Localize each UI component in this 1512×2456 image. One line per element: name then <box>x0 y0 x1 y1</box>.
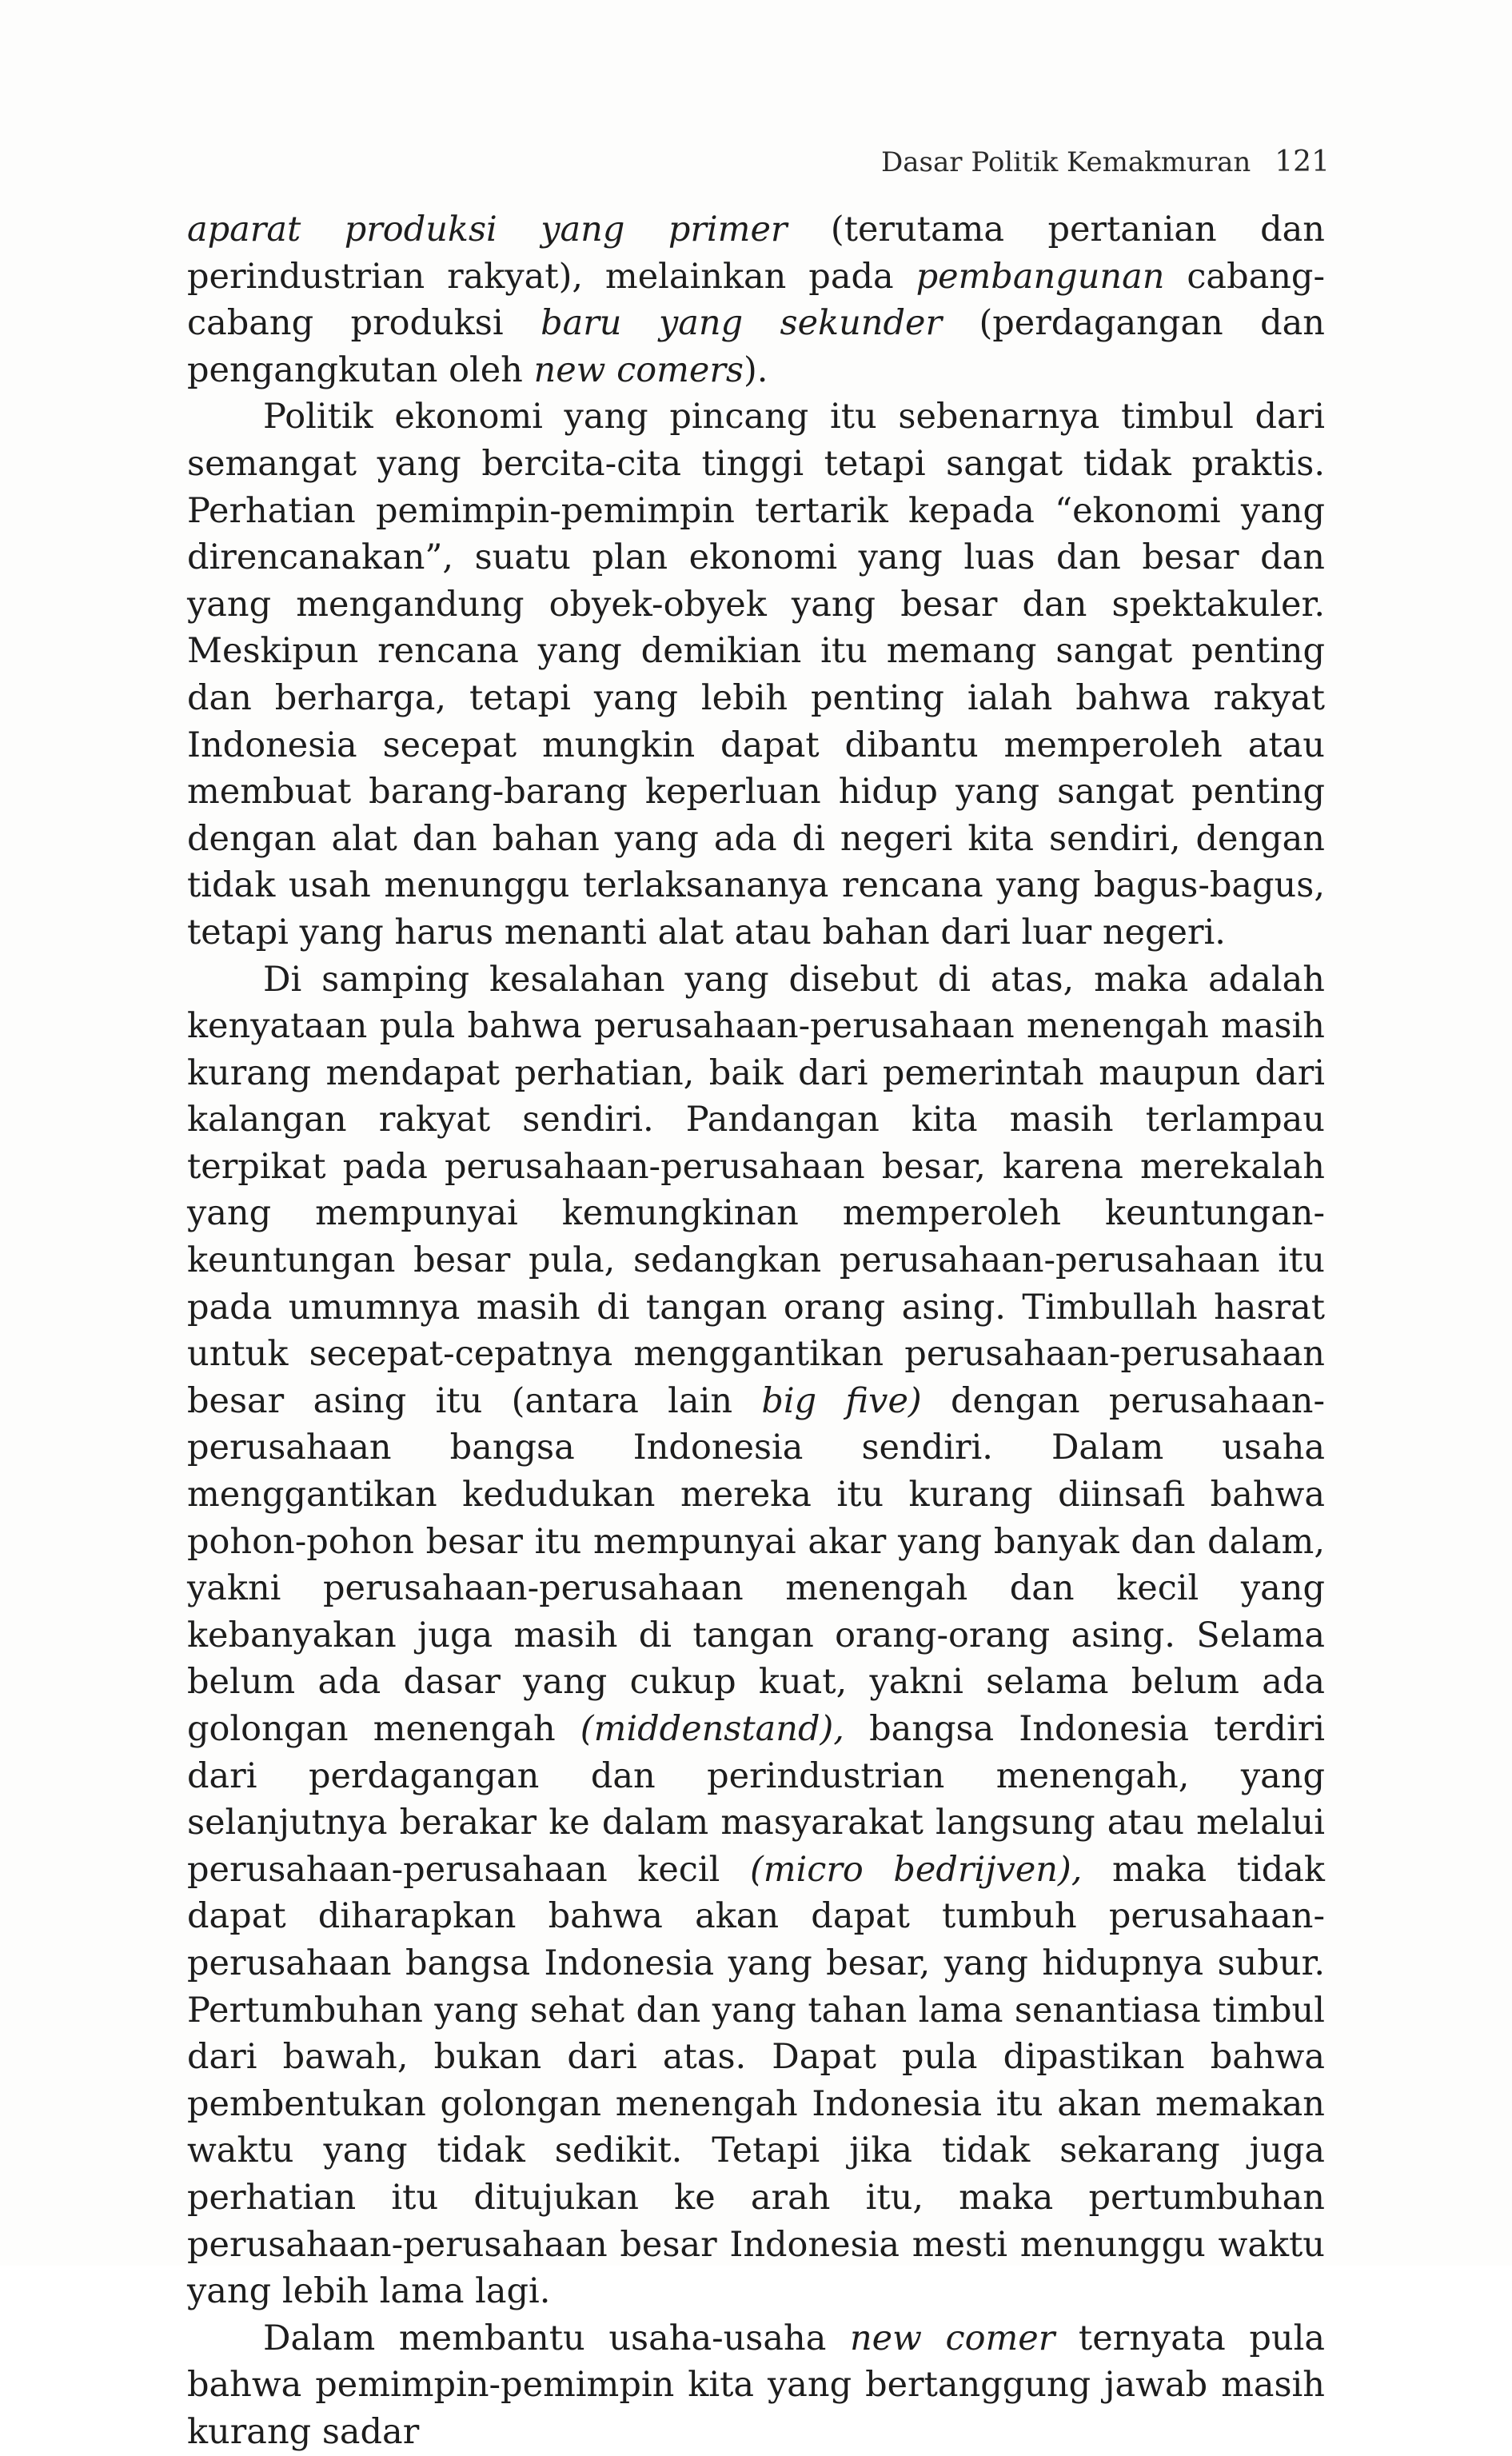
text-run: (perdagangan dan pengangkutan oleh <box>187 303 1325 390</box>
italic-text-run: big five) <box>761 1380 922 1421</box>
paragraph <box>187 2315 1325 2456</box>
italic-text-run: new comer <box>849 2318 1055 2358</box>
text-run: Di samping kesalahan yang disebut di atas, maka adalah kenyataan pula bahwa perusahaan-perusahaan menengah masih kurang mendapat perhatian, baik dari pemerintah maupun dari kalangan rakyat sendiri. Pandangan kita masih terlampau terpikat pada perusahaan-perusahaan besar, karena merekalah yang mempunyai kemungkinan memperoleh keuntungan-keuntungan besar pula, sedangkan perusahaan-perusahaan itu pada umumnya masih di tangan orang asing. Timbullah hasrat untuk secepat-cepatnya menggantikan perusahaan-perusahaan besar asing itu (antara lain <box>187 959 1325 1421</box>
text-run: maka tidak dapat diharapkan bahwa akan dapat tumbuh perusahaan-perusahaan bangsa Indonesia yang besar, yang hidupnya subur. Pertumbuhan yang sehat dan yang tahan lama senantiasa timbul dari bawah, bukan dari atas. Dapat pula dipastikan bahwa pembentukan golongan menengah Indonesia itu akan memakan waktu yang tidak sedikit. Tetapi jika tidak sekarang juga perhatian itu ditujukan ke arah itu, maka pertumbuhan perusahaan-perusahaan besar Indonesia mesti menunggu waktu yang lebih lama lagi. <box>187 1849 1325 2312</box>
text-run: dengan perusahaan-perusahaan bangsa Indonesia sendiri. Dalam usaha menggantikan kedudukan mereka itu kurang diinsafi bahwa pohon-pohon besar itu mempunyai akar yang banyak dan dalam, yakni perusahaan-perusahaan menengah dan kecil yang kebanyakan juga masih di tangan orang-orang asing. Selama belum ada dasar yang cukup kuat, yakni selama belum ada golongan menengah <box>187 1380 1325 1749</box>
text-run: Dalam membantu usaha-usaha <box>263 2318 850 2358</box>
chapter-title: Dasar Politik Kemakmuran <box>881 146 1251 178</box>
body-text <box>187 206 1325 2456</box>
italic-text-run: aparat produksi yang primer <box>187 210 788 250</box>
italic-text-run: baru yang sekunder <box>541 303 943 344</box>
italic-text-run: pembangunan <box>916 256 1165 297</box>
italic-text-run: new comers <box>533 349 744 390</box>
text-run: ). <box>743 349 768 390</box>
paragraph <box>187 393 1325 956</box>
text-run: cabang-cabang produksi <box>187 256 1325 344</box>
italic-text-run: (micro bedrijven), <box>749 1849 1083 1890</box>
page-number: 121 <box>1275 146 1330 178</box>
paragraph <box>187 956 1325 2315</box>
running-header <box>881 146 1330 178</box>
text-run: ternyata pula bahwa pemimpin-pemimpin kita yang bertanggung jawab masih kurang sadar <box>187 2318 1325 2452</box>
text-run: (terutama pertanian dan perindustrian rakyat), melainkan pada <box>187 210 1325 297</box>
text-run: Politik ekonomi yang pincang itu sebenarnya timbul dari semangat yang bercita-cita tinggi tetapi sangat tidak praktis. Perhatian pemimpin-pemimpin tertarik kepada “ekonomi yang direncanakan”, suatu plan ekonomi yang luas dan besar dan yang mengandung obyek-obyek yang besar dan spektakuler. Meskipun rencana yang demikian itu memang sangat penting dan berharga, tetapi yang lebih penting ialah bahwa rakyat Indonesia secepat mungkin dapat dibantu memperoleh atau membuat barang-barang keperluan hidup yang sangat penting dengan alat dan bahan yang ada di negeri kita sendiri, dengan tidak usah menunggu terlaksananya rencana yang bagus-bagus, tetapi yang harus menanti alat atau bahan dari luar negeri. <box>187 397 1325 952</box>
italic-text-run: (middenstand), <box>580 1709 844 1749</box>
paragraph <box>187 206 1325 393</box>
text-run: bangsa Indonesia terdiri dari perdagangan dan perindustrian menengah, yang selanjutnya berakar ke dalam masyarakat langsung atau melalui perusahaan-perusahaan kecil <box>187 1709 1325 1890</box>
